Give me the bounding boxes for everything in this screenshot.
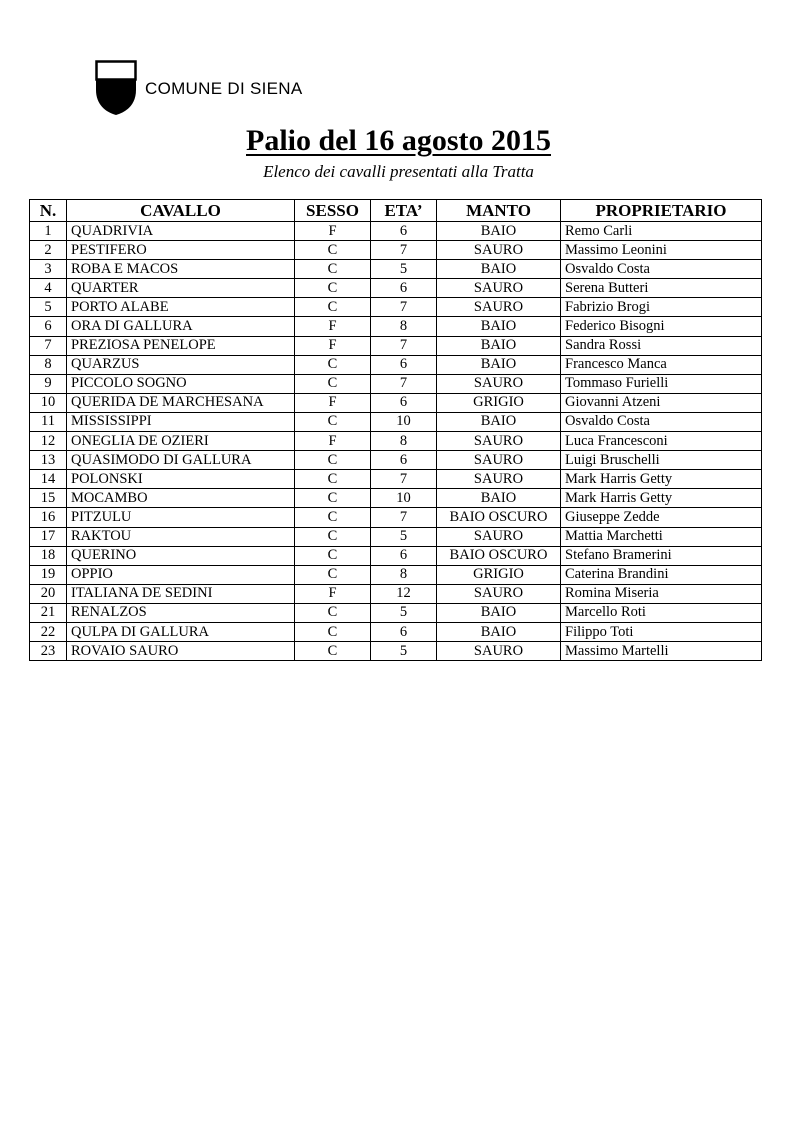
cell-horse: PESTIFERO [67, 241, 295, 260]
cell-number: 18 [30, 546, 67, 565]
cell-horse: ROBA E MACOS [67, 260, 295, 279]
cell-age: 8 [371, 432, 437, 451]
cell-coat: GRIGIO [437, 393, 561, 412]
cell-horse: PORTO ALABE [67, 298, 295, 317]
cell-horse: PITZULU [67, 508, 295, 527]
cell-age: 7 [371, 374, 437, 393]
cell-age: 5 [371, 527, 437, 546]
cell-age: 7 [371, 470, 437, 489]
cell-sex: C [295, 355, 371, 374]
header-logo [95, 60, 303, 116]
table-row [30, 584, 762, 603]
cell-sex: F [295, 584, 371, 603]
table-row [30, 622, 762, 641]
cell-age: 5 [371, 260, 437, 279]
cell-number: 21 [30, 603, 67, 622]
cell-horse: PREZIOSA PENELOPE [67, 336, 295, 355]
cell-owner: Tommaso Furielli [561, 374, 762, 393]
cell-age: 6 [371, 451, 437, 470]
cell-number: 11 [30, 412, 67, 431]
table-row [30, 642, 762, 661]
cell-sex: C [295, 451, 371, 470]
cell-coat: SAURO [437, 642, 561, 661]
cell-coat: BAIO OSCURO [437, 546, 561, 565]
cell-horse: QULPA DI GALLURA [67, 622, 295, 641]
column-header-owner: PROPRIETARIO [561, 200, 762, 222]
cell-sex: F [295, 336, 371, 355]
cell-sex: F [295, 432, 371, 451]
page-subtitle: Elenco dei cavalli presentati alla Tratta [263, 162, 534, 181]
cell-sex: C [295, 241, 371, 260]
table-row [30, 222, 762, 241]
cell-owner: Marcello Roti [561, 603, 762, 622]
cell-horse: MISSISSIPPI [67, 412, 295, 431]
cell-owner: Massimo Martelli [561, 642, 762, 661]
cell-owner: Luca Francesconi [561, 432, 762, 451]
cell-number: 14 [30, 470, 67, 489]
cell-number: 16 [30, 508, 67, 527]
table-row [30, 241, 762, 260]
cell-sex: F [295, 393, 371, 412]
cell-horse: QUARZUS [67, 355, 295, 374]
table-row [30, 489, 762, 508]
cell-number: 22 [30, 622, 67, 641]
cell-coat: SAURO [437, 584, 561, 603]
cell-age: 6 [371, 393, 437, 412]
table-row [30, 451, 762, 470]
cell-number: 6 [30, 317, 67, 336]
table-row [30, 565, 762, 584]
cell-sex: C [295, 642, 371, 661]
cell-sex: C [295, 603, 371, 622]
cell-age: 5 [371, 603, 437, 622]
cell-horse: OPPIO [67, 565, 295, 584]
cell-horse: QUERIDA DE MARCHESANA [67, 393, 295, 412]
cell-age: 7 [371, 298, 437, 317]
cell-horse: MOCAMBO [67, 489, 295, 508]
cell-age: 10 [371, 412, 437, 431]
cell-number: 9 [30, 374, 67, 393]
cell-number: 15 [30, 489, 67, 508]
cell-sex: C [295, 470, 371, 489]
logo-text: COMUNE DI SIENA [145, 79, 303, 98]
cell-horse: QUADRIVIA [67, 222, 295, 241]
cell-age: 7 [371, 508, 437, 527]
cell-number: 12 [30, 432, 67, 451]
cell-owner: Stefano Bramerini [561, 546, 762, 565]
cell-number: 7 [30, 336, 67, 355]
table-header-row [30, 200, 762, 222]
cell-owner: Osvaldo Costa [561, 412, 762, 431]
cell-horse: POLONSKI [67, 470, 295, 489]
cell-number: 10 [30, 393, 67, 412]
cell-age: 5 [371, 642, 437, 661]
table-row [30, 260, 762, 279]
column-header-horse: CAVALLO [67, 200, 295, 222]
cell-horse: QUASIMODO DI GALLURA [67, 451, 295, 470]
table-row [30, 374, 762, 393]
cell-horse: ORA DI GALLURA [67, 317, 295, 336]
cell-coat: SAURO [437, 241, 561, 260]
column-header-number: N. [30, 200, 67, 222]
column-header-sex: SESSO [295, 200, 371, 222]
cell-number: 4 [30, 279, 67, 298]
cell-number: 19 [30, 565, 67, 584]
table-row [30, 603, 762, 622]
cell-sex: C [295, 527, 371, 546]
cell-age: 7 [371, 241, 437, 260]
cell-coat: SAURO [437, 451, 561, 470]
cell-owner: Serena Butteri [561, 279, 762, 298]
cell-coat: BAIO [437, 317, 561, 336]
cell-number: 8 [30, 355, 67, 374]
cell-owner: Federico Bisogni [561, 317, 762, 336]
cell-number: 2 [30, 241, 67, 260]
cell-sex: C [295, 412, 371, 431]
cell-owner: Luigi Bruschelli [561, 451, 762, 470]
table-row [30, 355, 762, 374]
cell-number: 17 [30, 527, 67, 546]
cell-horse: QUARTER [67, 279, 295, 298]
cell-coat: BAIO [437, 489, 561, 508]
table-row [30, 412, 762, 431]
page-title-text: Palio del 16 agosto 2015 [246, 124, 551, 157]
cell-owner: Osvaldo Costa [561, 260, 762, 279]
cell-coat: SAURO [437, 470, 561, 489]
column-header-coat: MANTO [437, 200, 561, 222]
cell-age: 8 [371, 317, 437, 336]
column-header-age: ETA’ [371, 200, 437, 222]
page-title [0, 124, 797, 158]
table-row [30, 279, 762, 298]
cell-age: 6 [371, 279, 437, 298]
siena-coat-of-arms-icon [95, 60, 137, 116]
cell-owner: Romina Miseria [561, 584, 762, 603]
cell-sex: C [295, 622, 371, 641]
cell-coat: SAURO [437, 527, 561, 546]
cell-number: 13 [30, 451, 67, 470]
cell-owner: Mark Harris Getty [561, 470, 762, 489]
cell-coat: BAIO [437, 260, 561, 279]
cell-age: 6 [371, 222, 437, 241]
cell-coat: BAIO [437, 222, 561, 241]
cell-number: 5 [30, 298, 67, 317]
table-row [30, 393, 762, 412]
cell-owner: Filippo Toti [561, 622, 762, 641]
cell-coat: BAIO [437, 412, 561, 431]
cell-age: 10 [371, 489, 437, 508]
cell-owner: Fabrizio Brogi [561, 298, 762, 317]
cell-horse: ITALIANA DE SEDINI [67, 584, 295, 603]
cell-coat: BAIO [437, 622, 561, 641]
cell-sex: C [295, 546, 371, 565]
cell-horse: RENALZOS [67, 603, 295, 622]
table-row [30, 298, 762, 317]
table-row [30, 508, 762, 527]
cell-horse: QUERINO [67, 546, 295, 565]
table-row [30, 546, 762, 565]
table-row [30, 336, 762, 355]
cell-sex: C [295, 489, 371, 508]
cell-age: 6 [371, 622, 437, 641]
cell-owner: Giuseppe Zedde [561, 508, 762, 527]
cell-number: 1 [30, 222, 67, 241]
cell-age: 8 [371, 565, 437, 584]
horses-table [29, 199, 762, 661]
cell-owner: Mark Harris Getty [561, 489, 762, 508]
cell-number: 20 [30, 584, 67, 603]
cell-horse: PICCOLO SOGNO [67, 374, 295, 393]
cell-horse: ROVAIO SAURO [67, 642, 295, 661]
cell-coat: BAIO [437, 355, 561, 374]
cell-coat: GRIGIO [437, 565, 561, 584]
cell-owner: Remo Carli [561, 222, 762, 241]
cell-horse: RAKTOU [67, 527, 295, 546]
cell-age: 12 [371, 584, 437, 603]
cell-sex: C [295, 565, 371, 584]
table-row [30, 527, 762, 546]
table-row [30, 317, 762, 336]
cell-owner: Caterina Brandini [561, 565, 762, 584]
table-row [30, 432, 762, 451]
cell-horse: ONEGLIA DE OZIERI [67, 432, 295, 451]
cell-sex: C [295, 260, 371, 279]
cell-owner: Massimo Leonini [561, 241, 762, 260]
table-body [30, 222, 762, 661]
table-row [30, 470, 762, 489]
cell-owner: Mattia Marchetti [561, 527, 762, 546]
cell-coat: SAURO [437, 298, 561, 317]
cell-sex: C [295, 279, 371, 298]
cell-owner: Sandra Rossi [561, 336, 762, 355]
cell-coat: BAIO [437, 336, 561, 355]
cell-age: 6 [371, 546, 437, 565]
cell-age: 7 [371, 336, 437, 355]
cell-sex: F [295, 222, 371, 241]
cell-owner: Giovanni Atzeni [561, 393, 762, 412]
cell-sex: C [295, 508, 371, 527]
cell-coat: BAIO OSCURO [437, 508, 561, 527]
cell-age: 6 [371, 355, 437, 374]
cell-number: 23 [30, 642, 67, 661]
cell-coat: SAURO [437, 432, 561, 451]
cell-coat: SAURO [437, 374, 561, 393]
cell-coat: SAURO [437, 279, 561, 298]
cell-coat: BAIO [437, 603, 561, 622]
cell-sex: F [295, 317, 371, 336]
cell-owner: Francesco Manca [561, 355, 762, 374]
cell-number: 3 [30, 260, 67, 279]
cell-sex: C [295, 298, 371, 317]
cell-sex: C [295, 374, 371, 393]
